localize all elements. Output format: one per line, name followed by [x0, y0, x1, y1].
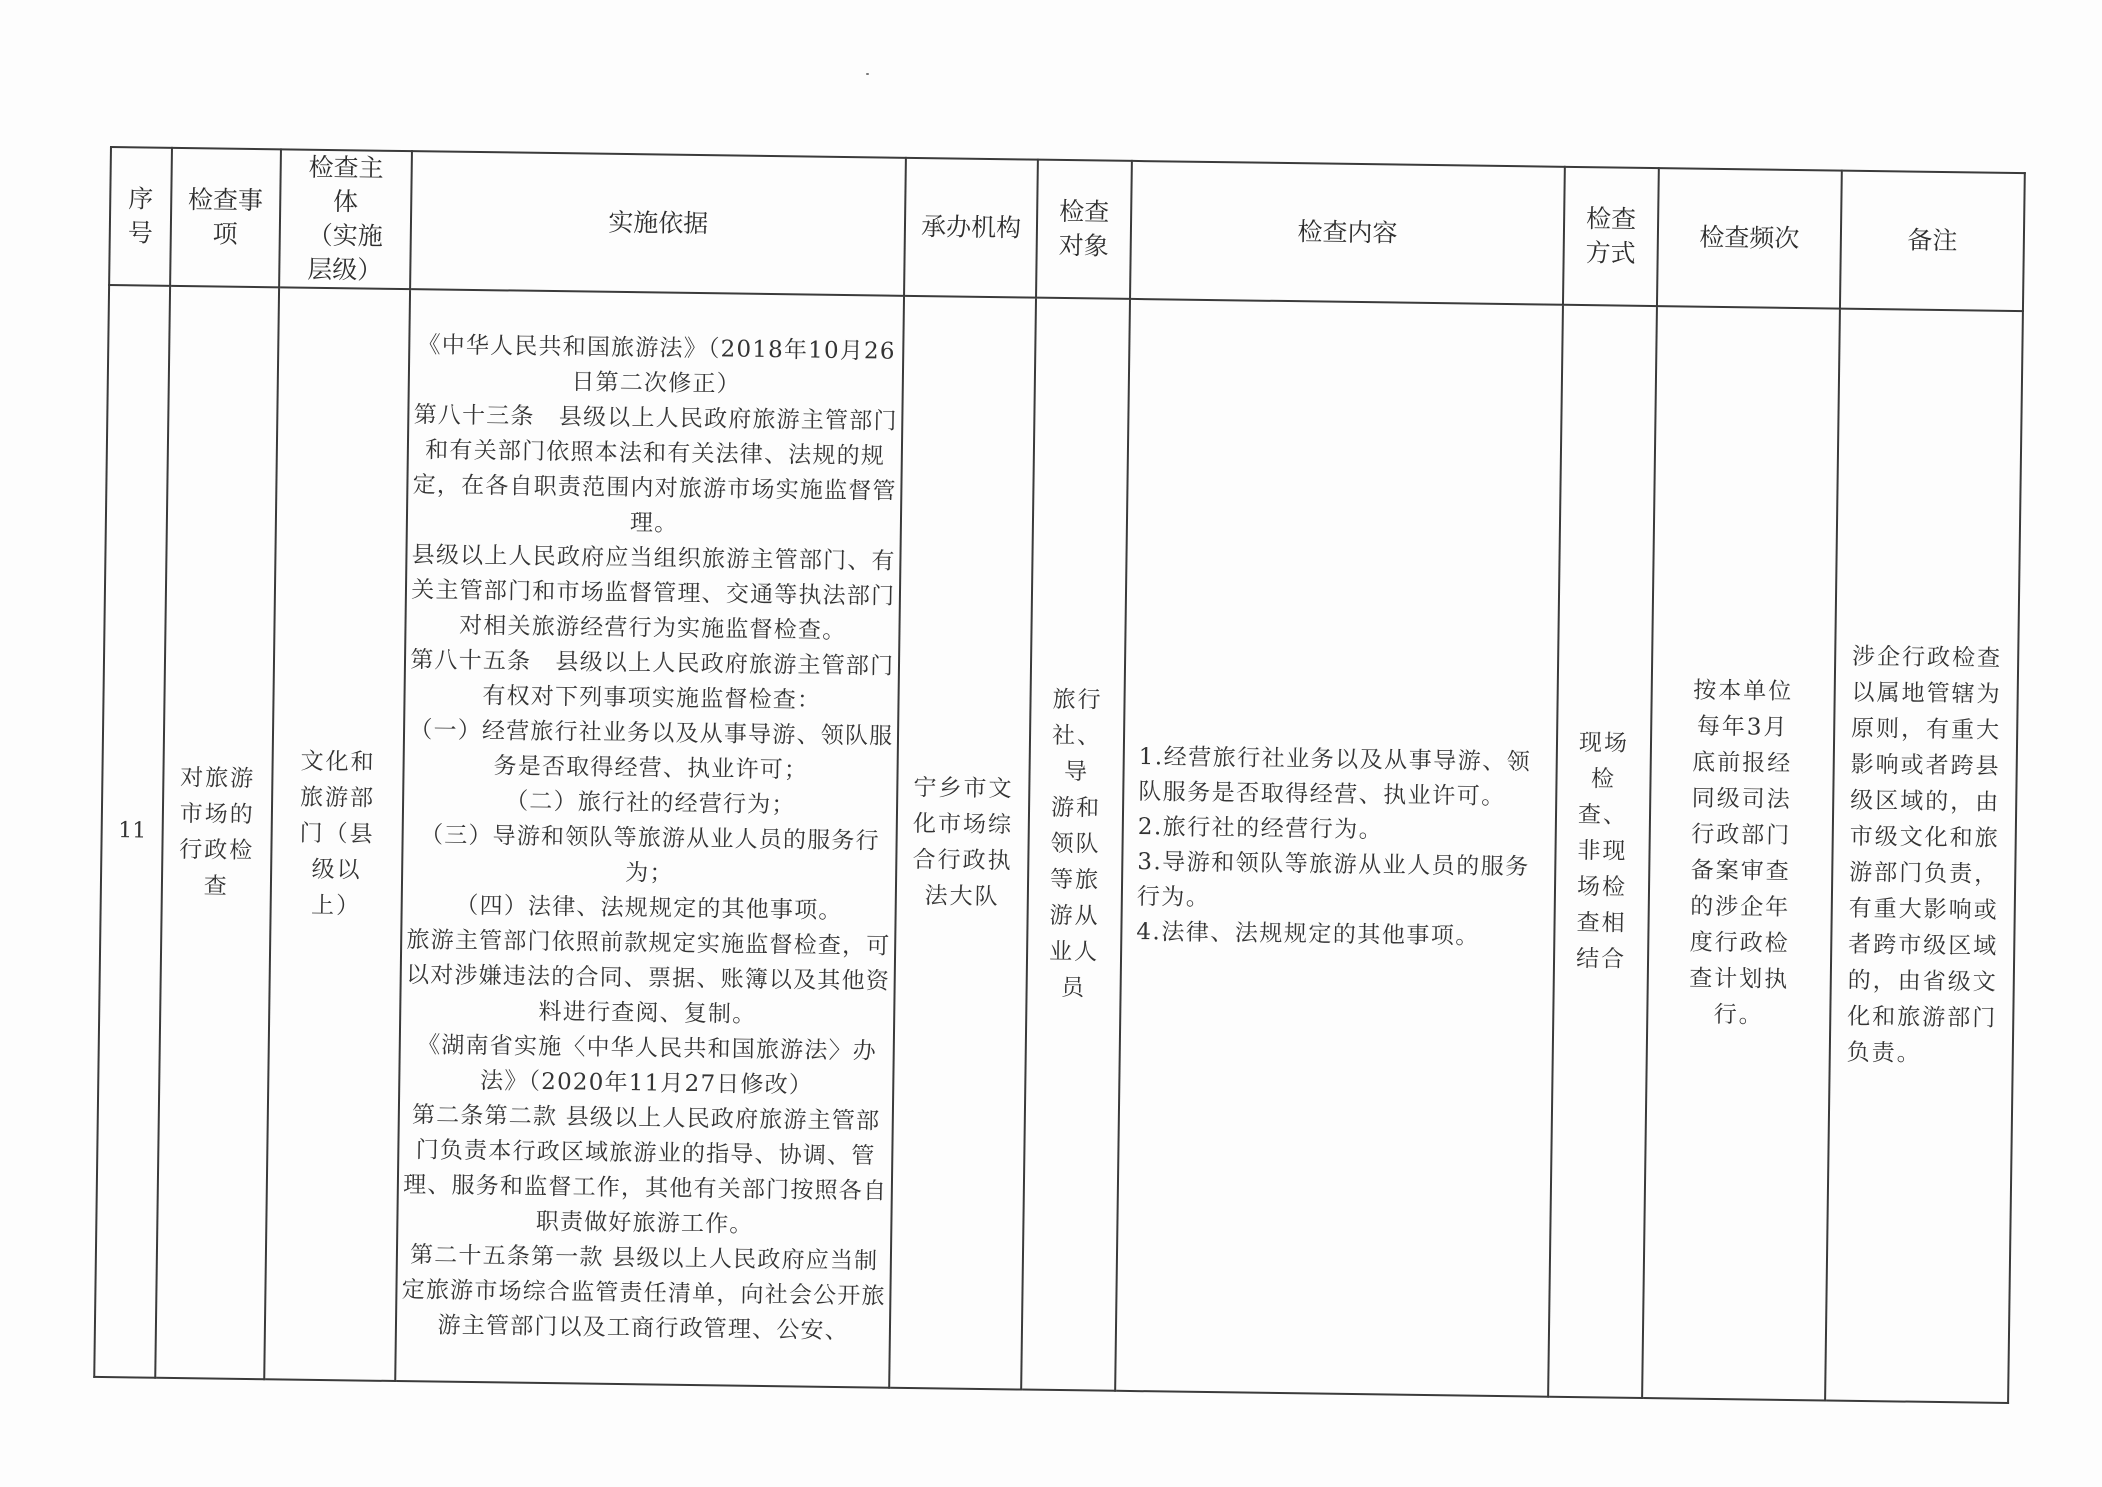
cell-content — [1115, 299, 1563, 1397]
content-item: 2.旅行社的经营行为。 — [1137, 814, 1384, 844]
cell-note: 涉企行政检查 以属地管辖为 原则，有重大 影响或者跨县 级区域的，由 市级文化和旅 游部门负责， 有重大影响或 者跨市级区域 的，由省级文 化和旅游部门 负责。 — [1825, 309, 2023, 1403]
table-row — [94, 285, 2023, 1403]
basis-paragraph: （二）旅行社的经营行为； — [505, 787, 796, 818]
content-item: 4.法律、法规规定的其他事项。 — [1136, 919, 1480, 950]
basis-paragraph: 第八十三条 县级以上人民政府旅游主管部门和有关部门依照本法和有关法律、法规的规定，在各自职责范围内对旅游市场实施监督管理。 — [412, 401, 898, 537]
basis-paragraph: 第二十五条第一款 县级以上人民政府应当制定旅游市场综合监管责任清单，向社会公开旅游主管部门以及工商行政管理、公安、 — [401, 1241, 886, 1344]
basis-paragraph: 第二条第二款 县级以上人民政府旅游主管部门负责本行政区域旅游业的指导、协调、管理、服务和监督工作，其他有关部门按照各自职责做好旅游工作。 — [403, 1101, 888, 1238]
cell-basis — [395, 289, 904, 1388]
inspection-table-frame — [93, 146, 2026, 1404]
content-item: 1.经营旅行社业务以及从事导游、领队服务是否取得经营、执业许可。 — [1138, 744, 1532, 811]
basis-paragraph: 《湖南省实施〈中华人民共和国旅游法〉办法》（2020年11月27日修改） — [417, 1031, 878, 1099]
header-subject: 检查主 体 （实施 层级） — [279, 149, 413, 289]
table-header — [109, 147, 2025, 311]
content-item: 3.导游和领队等旅游从业人员的服务行为。 — [1136, 849, 1530, 912]
cell-seq: 11 — [94, 285, 170, 1378]
header-method: 检查 方式 — [1563, 167, 1659, 306]
cell-target: 旅行 社、导 游和 领队 等旅 游从 业人 员 — [1021, 298, 1130, 1391]
basis-paragraph: 旅游主管部门依照前款规定实施监督检查，可以对涉嫌违法的合同、票据、账簿以及其他资料进行查阅、复制。 — [405, 926, 891, 1028]
basis-paragraph: （三）导游和领队等旅游从业人员的服务行为； — [419, 821, 880, 887]
cell-item: 对旅游 市场的 行政检 查 — [155, 286, 278, 1379]
header-target: 检查 对象 — [1036, 160, 1132, 299]
basis-paragraph: 第八十五条 县级以上人民政府旅游主管部门有权对下列事项实施监督检查： — [410, 646, 895, 714]
cell-org: 宁乡市文 化市场综 合行政执 法大队 — [889, 296, 1036, 1390]
basis-paragraph: （一）经营旅行社业务以及从事导游、领队服务是否取得经营、执业许可； — [409, 716, 894, 784]
basis-paragraph: 县级以上人民政府应当组织旅游主管部门、有关主管部门和市场监督管理、交通等执法部门对相关旅游经营行为实施监督检查。 — [411, 541, 896, 644]
scan-speck — [866, 73, 869, 75]
header-basis: 实施依据 — [410, 151, 906, 296]
basis-paragraph: 《中华人民共和国旅游法》（2018年10月26日第二次修正） — [417, 331, 896, 398]
header-content: 检查内容 — [1130, 161, 1565, 305]
cell-method: 现场 检查、 非现 场检 查相 结合 — [1548, 305, 1657, 1398]
header-frequency: 检查频次 — [1657, 168, 1842, 308]
header-org: 承办机构 — [904, 158, 1038, 298]
cell-subject: 文化和 旅游部 门（县 级以 上） — [264, 287, 411, 1381]
basis-paragraph: （四）法律、法规规定的其他事项。 — [455, 892, 843, 924]
inspection-table — [93, 146, 2026, 1404]
header-seq: 序 号 — [109, 147, 172, 286]
cell-frequency: 按本单位 每年3月 底前报经 同级司法 行政部门 备案审查 的涉企年 度行政检 查计划执 行。 — [1642, 306, 1840, 1400]
header-item: 检查事 项 — [170, 148, 280, 287]
header-row — [109, 147, 2025, 311]
header-note: 备注 — [1840, 171, 2025, 311]
